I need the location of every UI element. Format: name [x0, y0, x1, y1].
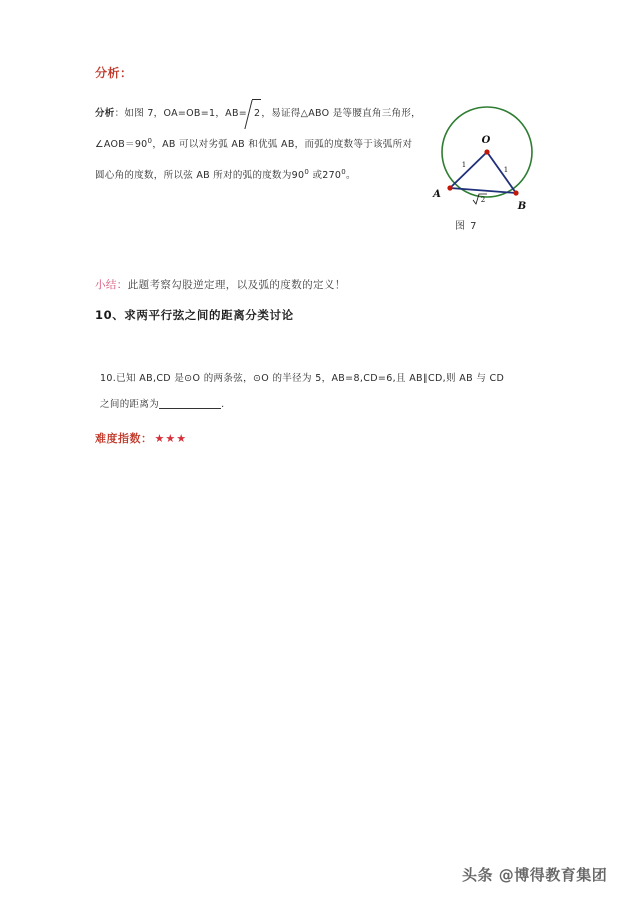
section-heading: 10、求两平行弦之间的距离分类讨论	[95, 308, 294, 322]
degree-superscript: 0	[147, 136, 153, 145]
analysis-line-3-text-b: 或270	[309, 170, 342, 181]
analysis-line-1-text-a: ：如图 7，OA=OB=1，AB=	[114, 108, 248, 119]
difficulty-label: 难度指数：	[95, 432, 153, 445]
analysis-body	[95, 98, 421, 191]
radius-right-length-label: 1	[503, 166, 509, 174]
analysis-line-2-text-b: ，AB 可以对劣弧 AB 和优弧 AB，而弧的度数等于该弧所对	[152, 139, 413, 150]
figure-svg	[415, 96, 565, 241]
radius-ob-line	[487, 152, 516, 193]
point-o-marker	[484, 149, 489, 154]
chord-ab-line	[450, 188, 516, 193]
answer-blank[interactable]	[159, 397, 221, 409]
analysis-line-2-text-a: ∠AOB＝90	[95, 139, 148, 150]
circle-triangle-figure	[415, 96, 565, 241]
chord-length-value: 2	[480, 196, 486, 204]
degree-superscript-1: 0	[304, 167, 310, 176]
difficulty-rating	[95, 430, 187, 446]
point-a-label: A	[433, 189, 441, 200]
analysis-line-3-text-c: 。	[346, 170, 356, 181]
analysis-line-3-text-a: 圆心角的度数，所以弦 AB 所对的弧的度数为90	[95, 170, 305, 181]
radius-left-length-label: 1	[461, 161, 467, 169]
problem-line-1: 10.已知 AB,CD 是⊙O 的两条弦，⊙O 的半径为 5，AB=8,CD=6,且 AB∥CD,则 AB 与 CD	[100, 373, 505, 384]
point-a-marker	[447, 185, 452, 190]
point-b-label: B	[517, 201, 527, 212]
point-o-label: O	[481, 135, 491, 146]
analysis-header: 分析：	[95, 66, 133, 80]
degree-superscript-2: 0	[341, 167, 347, 176]
figure-caption: 图 7	[455, 221, 478, 232]
analysis-line-1-text-b: ，易证得△ABO 是等腰直角三角形，	[261, 108, 421, 119]
difficulty-stars: ★★★	[154, 432, 188, 445]
analysis-line-3	[95, 160, 395, 191]
watermark: 头条 @博得教育集团	[462, 866, 608, 884]
radius-oa-line	[450, 152, 487, 188]
problem-line-2-suffix: .	[221, 399, 225, 410]
summary-tag: 小结：	[95, 279, 128, 291]
summary-line	[95, 277, 346, 292]
analysis-line-1	[95, 98, 421, 129]
point-b-marker	[513, 190, 518, 195]
problem-line-2-prefix: 之间的距离为	[100, 399, 160, 410]
summary-text: 此题考察勾股逆定理，以及弧的度数的定义！	[127, 279, 346, 291]
analysis-line-2	[95, 129, 413, 160]
analysis-line-1-label: 分析	[95, 108, 115, 119]
problem-statement	[100, 366, 550, 418]
problem-line-2	[100, 392, 550, 418]
sqrt-two-inline: 2	[247, 98, 261, 129]
